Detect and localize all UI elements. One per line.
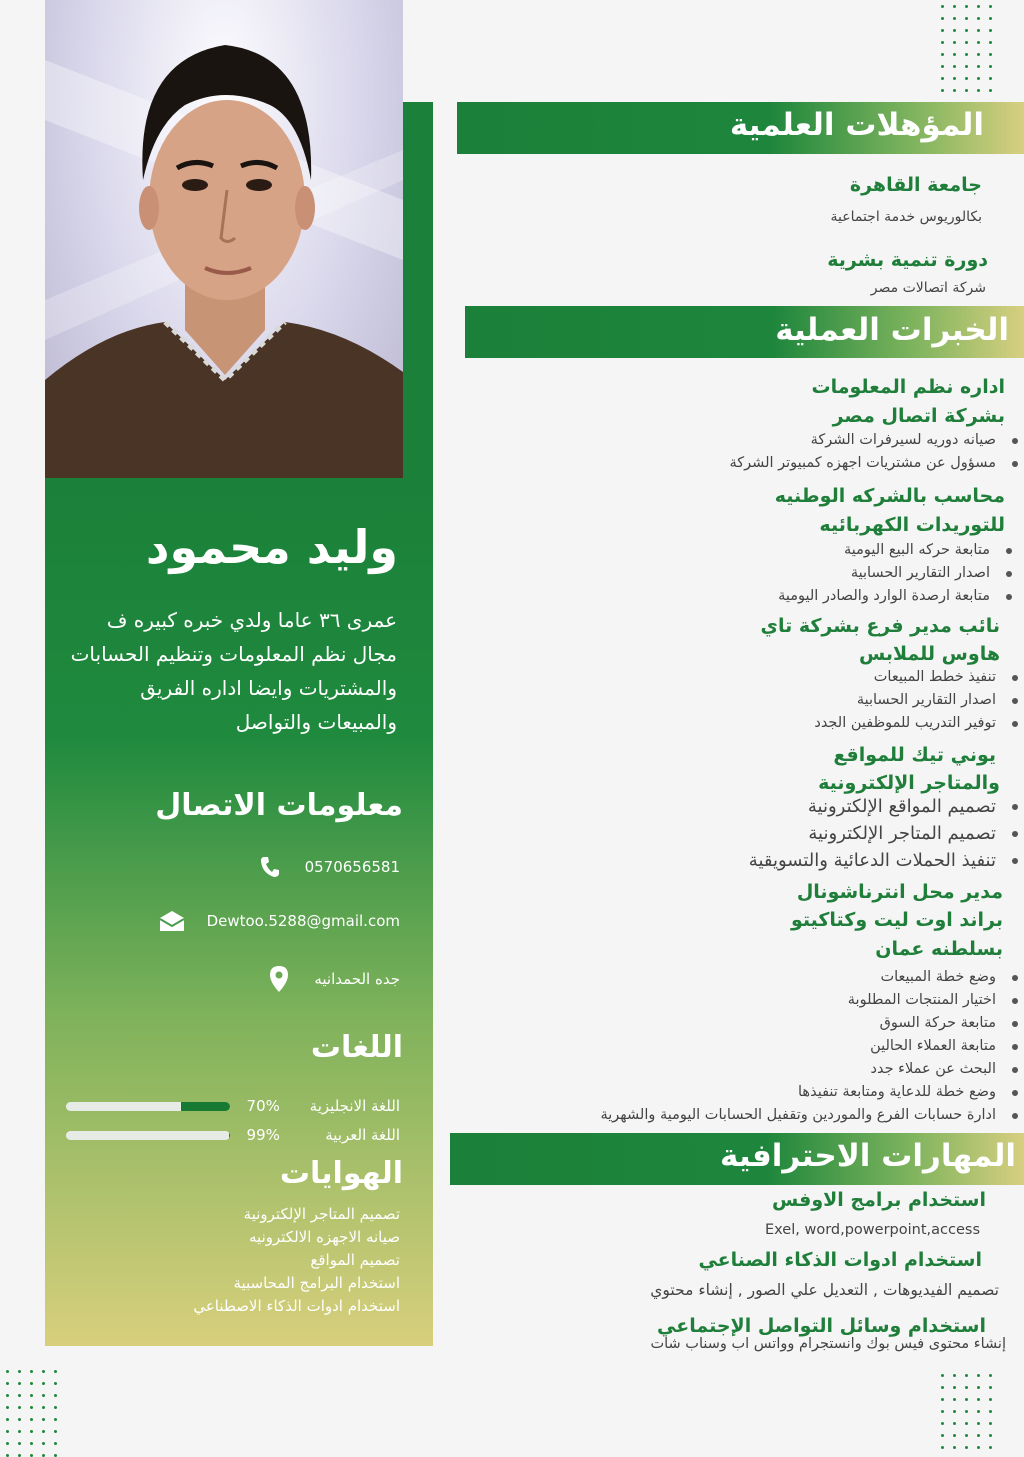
duty-item: وضع خطة للدعاية ومتابعة تنفيذها	[600, 1081, 1022, 1104]
dot	[54, 1382, 57, 1385]
duty-item: متابعة العملاء الحالين	[600, 1035, 1022, 1058]
job-title: اداره نظم المعلومات	[811, 376, 1005, 398]
dots-top-right	[941, 5, 992, 92]
hobbies-list	[120, 1203, 400, 1318]
dot	[18, 1442, 21, 1445]
dot	[965, 1374, 968, 1377]
dot	[18, 1370, 21, 1373]
dot	[30, 1382, 33, 1385]
dot	[18, 1394, 21, 1397]
dot	[989, 53, 992, 56]
skill-title: استخدام ادوات الذكاء الصناعي	[698, 1249, 982, 1271]
bio-text: عمرى ٣٦ عاما ولدي خبره كبيره ف مجال نظم المعلومات وتنظيم الحسابات والمشتريات وايضا اداره الفريق والمبيعات والتواصل	[70, 608, 397, 734]
address-text: جده الحمدانيه	[314, 970, 400, 988]
dot	[6, 1418, 9, 1421]
dot	[941, 1410, 944, 1413]
dot	[941, 1398, 944, 1401]
dot	[18, 1406, 21, 1409]
dot	[965, 1410, 968, 1413]
duty-item: توفير التدريب للموظفين الجدد	[814, 712, 1022, 735]
phone-number[interactable]: 0570656581	[304, 858, 400, 876]
duty-item: تنفيذ خطط المبيعات	[814, 666, 1022, 689]
language-level-bar	[66, 1102, 230, 1111]
skill-detail: Exel, word,powerpoint,access	[765, 1222, 980, 1238]
dot	[977, 17, 980, 20]
dot	[977, 89, 980, 92]
education-item-detail: بكالوريوس خدمة اجتماعية	[830, 209, 982, 225]
email-address[interactable]: Dewtoo.5288@gmail.com	[206, 912, 400, 930]
dot	[977, 1410, 980, 1413]
dot	[965, 1434, 968, 1437]
contact-address-row	[110, 963, 400, 995]
dot	[42, 1418, 45, 1421]
duty-item: البحث عن عملاء جدد	[600, 1058, 1022, 1081]
dot	[6, 1406, 9, 1409]
dot	[953, 29, 956, 32]
job-title: هاوس للملابس	[859, 643, 1000, 665]
dot	[977, 1434, 980, 1437]
dot	[965, 17, 968, 20]
dot	[989, 65, 992, 68]
dot	[30, 1418, 33, 1421]
languages-title: اللغات	[310, 1030, 403, 1065]
job-title: بسلطنه عمان	[875, 938, 1003, 960]
dot	[54, 1430, 57, 1433]
dot	[42, 1370, 45, 1373]
dot	[42, 1430, 45, 1433]
dot	[977, 77, 980, 80]
hobby-item: صيانه الاجهزه الالكترونيه	[249, 1228, 400, 1246]
dot	[965, 41, 968, 44]
dot	[941, 65, 944, 68]
dot	[941, 53, 944, 56]
dot	[6, 1442, 9, 1445]
duty-item: متابعة ارصدة الوارد والصادر اليومية	[778, 585, 1016, 608]
dot	[977, 1386, 980, 1389]
job-duties	[749, 793, 1022, 874]
dot	[54, 1370, 57, 1373]
dot	[965, 65, 968, 68]
language-percent: 99%	[246, 1126, 280, 1144]
dot	[953, 1398, 956, 1401]
dot	[965, 1398, 968, 1401]
person-name: وليد محمود	[145, 520, 398, 574]
language-name: اللغة الانجليزية	[309, 1097, 400, 1115]
dot	[989, 1374, 992, 1377]
dot	[977, 1422, 980, 1425]
contact-phone-row[interactable]	[110, 851, 400, 883]
dot	[989, 1410, 992, 1413]
dot	[953, 1422, 956, 1425]
dot	[977, 65, 980, 68]
dot	[941, 5, 944, 8]
duty-item: متابعة حركه البيع اليومية	[778, 539, 1016, 562]
dot	[18, 1430, 21, 1433]
dot	[989, 41, 992, 44]
dot	[54, 1442, 57, 1445]
dot	[965, 77, 968, 80]
dot	[42, 1394, 45, 1397]
dot	[953, 53, 956, 56]
dot	[953, 5, 956, 8]
dot	[953, 41, 956, 44]
hobby-item: استخدام البرامج المحاسبية	[233, 1274, 400, 1292]
dot	[977, 1374, 980, 1377]
job-duties	[778, 539, 1016, 608]
hobby-item: تصميم المتاجر الإلكترونية	[243, 1205, 400, 1223]
dot	[953, 1374, 956, 1377]
duty-item: تنفيذ الحملات الدعائية والتسويقية	[749, 847, 1022, 874]
duty-item: اصدار التقارير الحسابية	[814, 689, 1022, 712]
skill-title: استخدام برامج الاوفس	[772, 1189, 986, 1211]
job-title: يوني تيك للمواقع	[833, 744, 996, 766]
phone-icon	[257, 854, 283, 880]
duty-item: مسؤول عن مشتريات اجهزه كمبيوتر الشركة	[729, 452, 1022, 475]
contact-email-row[interactable]	[110, 905, 400, 937]
dot	[977, 53, 980, 56]
dot	[30, 1394, 33, 1397]
dot	[6, 1430, 9, 1433]
dot	[989, 1434, 992, 1437]
duty-item: صيانه دوريه لسيرفرات الشركة	[729, 429, 1022, 452]
dot	[989, 77, 992, 80]
dot	[965, 1422, 968, 1425]
dot	[30, 1370, 33, 1373]
skill-detail: تصميم الفيديوهات , التعديل علي الصور , إنشاء محتوي	[650, 1281, 999, 1299]
skill-detail: إنشاء محتوى فيس بوك وانستجرام وواتس اب وسناب شات	[650, 1336, 1006, 1352]
duty-item: متابعة حركة السوق	[600, 1012, 1022, 1035]
dot	[6, 1394, 9, 1397]
job-title: محاسب بالشركه الوطنيه	[774, 485, 1005, 507]
profile-photo	[45, 0, 403, 478]
language-percent: 70%	[246, 1097, 280, 1115]
dot	[941, 1422, 944, 1425]
dot	[953, 1386, 956, 1389]
dot	[965, 89, 968, 92]
dot	[54, 1394, 57, 1397]
duty-item: اصدار التقارير الحسابية	[778, 562, 1016, 585]
dot	[953, 65, 956, 68]
job-duties	[600, 966, 1022, 1127]
education-item-detail: شركة اتصالات مصر	[870, 280, 986, 296]
education-title: المؤهلات العلمية	[729, 107, 984, 143]
job-title: بشركة اتصال مصر	[832, 405, 1005, 427]
dot	[977, 1398, 980, 1401]
language-level-bar	[66, 1131, 230, 1140]
job-title: براند اوت ليت وكتاكيتو	[790, 909, 1003, 931]
dot	[989, 1386, 992, 1389]
accent-strip	[403, 102, 433, 478]
duty-item: تصميم المواقع الإلكترونية	[749, 793, 1022, 820]
duty-item: ادارة حسابات الفرع والموردين وتقفيل الحسابات اليومية والشهرية	[600, 1104, 1022, 1127]
dot	[989, 17, 992, 20]
job-duties	[729, 429, 1022, 475]
dots-bottom-right	[941, 1374, 992, 1449]
experience-title: الخبرات العملية	[775, 312, 1009, 348]
dot	[965, 5, 968, 8]
dot	[941, 77, 944, 80]
language-row	[66, 1096, 400, 1116]
dot	[977, 5, 980, 8]
job-title: والمتاجر الإلكترونية	[818, 772, 1000, 794]
dot	[941, 41, 944, 44]
job-title: مدير محل انترناشونال	[796, 881, 1003, 903]
dot	[941, 1374, 944, 1377]
dot	[54, 1406, 57, 1409]
dot	[941, 17, 944, 20]
dot	[977, 41, 980, 44]
dots-bottom-left	[6, 1370, 57, 1457]
dot	[54, 1418, 57, 1421]
skills-title: المهارات الاحترافية	[720, 1138, 1016, 1174]
dot	[965, 1386, 968, 1389]
dot	[953, 1434, 956, 1437]
dot	[989, 5, 992, 8]
location-pin-icon	[266, 966, 292, 992]
dot	[989, 29, 992, 32]
job-duties	[814, 666, 1022, 735]
duty-item: تصميم المتاجر الإلكترونية	[749, 820, 1022, 847]
education-item-title: جامعة القاهرة	[849, 174, 982, 196]
dot	[989, 89, 992, 92]
dot	[42, 1406, 45, 1409]
dot	[18, 1382, 21, 1385]
dot	[6, 1382, 9, 1385]
dot	[30, 1406, 33, 1409]
job-title: نائب مدير فرع بشركة تاي	[760, 615, 1000, 637]
dot	[6, 1370, 9, 1373]
duty-item: اختيار المنتجات المطلوبة	[600, 989, 1022, 1012]
dot	[989, 1398, 992, 1401]
education-item-title: دورة تنمية بشرية	[827, 249, 988, 271]
contact-title: معلومات الاتصال	[155, 788, 403, 823]
hobby-item: استخدام ادوات الذكاء الاصطناعي	[193, 1297, 400, 1315]
dot	[941, 1434, 944, 1437]
dot	[965, 29, 968, 32]
language-name: اللغة العربية	[325, 1126, 400, 1144]
skill-title: استخدام وسائل التواصل الإجتماعي	[657, 1315, 986, 1337]
dot	[953, 1410, 956, 1413]
dot	[977, 29, 980, 32]
dot	[989, 1422, 992, 1425]
duty-item: وضع خطة المبيعات	[600, 966, 1022, 989]
dot	[953, 77, 956, 80]
dot	[941, 29, 944, 32]
dot	[953, 89, 956, 92]
language-row	[66, 1125, 400, 1145]
dot	[30, 1430, 33, 1433]
dot	[965, 53, 968, 56]
dot	[42, 1382, 45, 1385]
dot	[42, 1442, 45, 1445]
dot	[941, 89, 944, 92]
hobby-item: تصميم المواقع	[310, 1251, 400, 1269]
dot	[953, 17, 956, 20]
envelope-icon	[159, 908, 185, 934]
job-title: للتوريدات الكهربائيه	[819, 514, 1005, 536]
dot	[18, 1418, 21, 1421]
dot	[941, 1386, 944, 1389]
dot	[30, 1442, 33, 1445]
hobbies-title: الهوايات	[279, 1156, 403, 1191]
